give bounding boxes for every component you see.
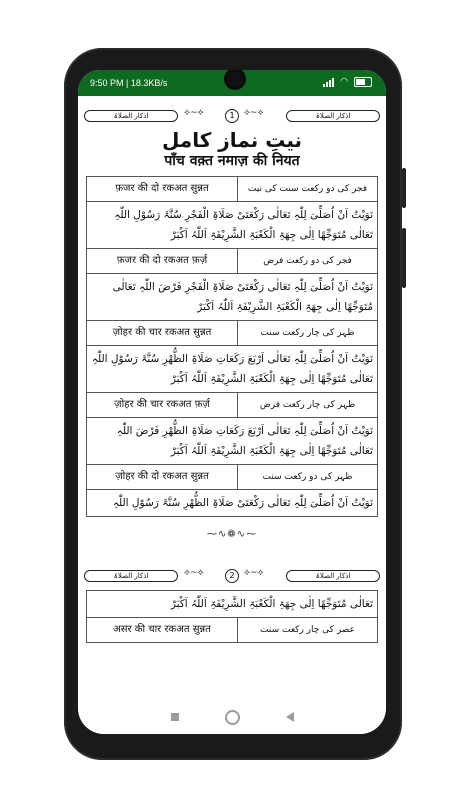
niyat-table — [86, 590, 378, 643]
page-number: 2 — [225, 569, 239, 583]
table-row — [87, 465, 377, 490]
book-page-1[interactable] — [84, 106, 380, 643]
arabic-text: تَعَالٰی مُتَوَجِّھًا اِلٰی جِھَۃِ الْکَعْبَۃِ الشَّرِیْفَۃِ اَللّٰہُ اَکْبَرْ — [87, 591, 377, 618]
table-row — [87, 249, 377, 274]
home-button[interactable] — [225, 710, 240, 725]
page-title-urdu: نیتِ نماز کامل — [161, 128, 303, 152]
urdu-heading: ظہر کی دو رکعت سنت — [262, 472, 353, 482]
power-button — [402, 228, 406, 288]
screen — [78, 70, 386, 734]
hindi-heading: फ़जर की दो रकअत फ़र्ज़ — [87, 249, 238, 273]
system-nav-bar — [78, 700, 386, 734]
page-title-hindi: पाँच वक़्त नमाज़ की नियत — [164, 153, 300, 169]
front-camera — [224, 70, 246, 90]
header-right-label: اذکار الصلاۃ — [286, 110, 380, 122]
page-header — [84, 106, 380, 124]
arabic-text: نَوَیْتُ اَنْ اُصَلِّیَ لِلّٰہِ تَعَالٰی رَکْعَتَیْ صَلَاۃِ الظُّھْرِ سُنَّۃَ رَسُوْلِ اللّٰہِ — [112, 497, 373, 509]
wifi-icon: ◠ — [340, 77, 348, 87]
table-row — [87, 321, 377, 346]
arabic-text: نَوَیْتُ اَنْ اُصَلِّیَ لِلّٰہِ تَعَالٰی اَرْبَعَ رَکَعَاتِ صَلَاۃِ الظُّھْرِ فَرْضَ اللّٰہِ تَعَالٰی مُتَوَجِّھًا اِلٰی جِھَۃِ الْکَعْبَۃِ الشَّرِیْفَۃِ اَللّٰہُ اَکْبَرْ — [87, 418, 377, 465]
urdu-heading: فجر کی دو رکعت سنت کی نیت — [247, 184, 368, 194]
arabic-text: نَوَیْتُ اَنْ اُصَلِّیَ لِلّٰہِ تَعَالٰی اَرْبَعَ رَکَعَاتِ صَلَاۃِ الظُّھْرِ سُنَّۃَ رَسُوْلِ اللّٰہِ تَعَالٰی مُتَوَجِّھًا اِلٰی جِھَۃِ الْکَعْبَۃِ الشَّرِیْفَۃِ اَللّٰہُ اَکْبَرْ — [87, 346, 377, 393]
ornament-icon: ⟡~⟡ — [244, 108, 264, 118]
signal-icon — [323, 78, 334, 87]
status-time: 9:50 PM | 18.3KB/s — [90, 78, 168, 88]
ornament-icon: ⟡~⟡ — [184, 568, 204, 578]
urdu-heading: ظہر کی چار رکعت سنت — [260, 328, 355, 338]
arabic-text: نَوَیْتُ اَنْ اُصَلِّیَ لِلّٰہِ تَعَالٰی رَکْعَتَیْ صَلَاۃِ الْفَجْرِ فَرْضَ اللّٰہِ تَعَالٰی مُتَوَجِّھًا اِلٰی جِھَۃِ الْکَعْبَۃِ الشَّرِیْفَۃِ اَللّٰہُ اَکْبَرْ — [87, 274, 377, 321]
ornament-icon: ⟡~⟡ — [244, 568, 264, 578]
hindi-heading: ज़ोहर की दो रकअत सुन्नत — [87, 465, 238, 489]
header-left-label: اذکار الصلاۃ — [84, 570, 178, 582]
table-row — [87, 393, 377, 418]
page-header — [84, 566, 380, 584]
volume-button — [402, 168, 406, 208]
header-left-label: اذکار الصلاۃ — [84, 110, 178, 122]
hindi-heading: ज़ोहर की चार रकअत सुन्नत — [87, 321, 238, 345]
header-right-label: اذکار الصلاۃ — [286, 570, 380, 582]
battery-icon — [354, 77, 372, 87]
hindi-heading: ज़ोहर की चार रकअत फ़र्ज़ — [87, 393, 238, 417]
table-row — [87, 177, 377, 202]
hindi-heading: फ़जर की दो रकअत सुन्नत — [87, 177, 238, 201]
hindi-heading: असर की चार रकअत सुन्नत — [87, 618, 238, 642]
urdu-heading: فجر کی دو رکعت فرض — [263, 256, 352, 266]
arabic-text: نَوَیْتُ اَنْ اُصَلِّیَ لِلّٰہِ تَعَالٰی رَکْعَتَیْ صَلَاۃِ الْفَجْرِ سُنَّۃَ رَسُوْلِ اللّٰہِ تَعَالٰی مُتَوَجِّھًا اِلٰی جِھَۃِ الْکَعْبَۃِ الشَّرِیْفَۃِ اَللّٰہُ اَکْبَرْ — [87, 202, 377, 249]
recents-button[interactable] — [171, 713, 179, 721]
ornament-icon: ⟡~⟡ — [184, 108, 204, 118]
status-bar — [78, 70, 386, 96]
back-button[interactable] — [286, 712, 294, 722]
niyat-table — [86, 176, 378, 517]
ornament-divider: ⁓∿❁∿⁓ — [206, 529, 258, 540]
page-number: 1 — [225, 109, 239, 123]
urdu-heading: عصر کی چار رکعت سنت — [260, 625, 355, 635]
urdu-heading: ظہر کی چار رکعت فرض — [259, 400, 356, 410]
table-row — [87, 618, 377, 642]
